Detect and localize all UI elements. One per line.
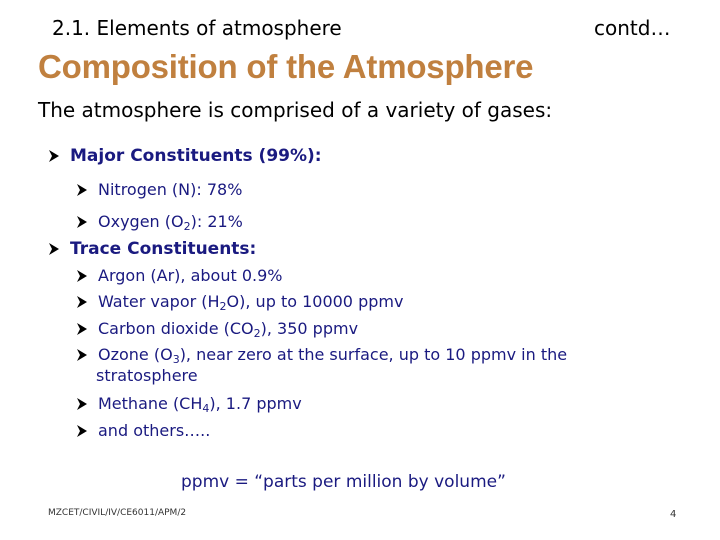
list-item: Ozone $(O_3)$, near zero at the surface, up to 10 ppmv in the [76,345,567,364]
list-item: and others….. [76,421,210,440]
arrow-bullet-icon [76,348,86,360]
arrow-bullet-icon [76,295,86,307]
list-item: Water vapor $(H_2O)$, up to 10000 ppmv [76,292,403,311]
footer-code: MZCET/CIVIL/IV/CE6011/APM/2 [48,508,187,518]
arrow-bullet-icon [76,269,86,281]
arrow-bullet-icon [48,242,58,254]
arrow-bullet-icon [76,424,86,436]
list-item: Argon (Ar), about 0.9% [76,266,283,285]
list-item: Nitrogen (N): 78% [76,180,242,199]
section-header: 2.1. Elements of atmosphere [52,16,342,40]
arrow-bullet-icon [48,149,58,161]
list-item: Oxygen $(O_2)$: 21% [76,212,243,231]
contd-label: contd… [594,16,671,40]
ozone-continuation: stratosphere [96,366,198,385]
slide-title: Composition of the Atmosphere [38,48,534,85]
list-item: Carbon dioxide $(CO_2)$, 350 ppmv [76,319,358,338]
arrow-bullet-icon [76,397,86,409]
arrow-bullet-icon [76,215,86,227]
intro-text: The atmosphere is comprised of a variety of gases: [38,98,553,122]
ppmv-note: ppmv = “parts per million by volume” [181,472,506,492]
arrow-bullet-icon [76,322,86,334]
arrow-bullet-icon [76,183,86,195]
trace-constituents-heading: Trace Constituents: [48,239,256,259]
major-constituents-heading: Major Constituents (99%): [48,146,322,166]
list-item: Methane $(CH_4)$, 1.7 ppmv [76,394,302,413]
page-number: 4 [670,509,677,520]
